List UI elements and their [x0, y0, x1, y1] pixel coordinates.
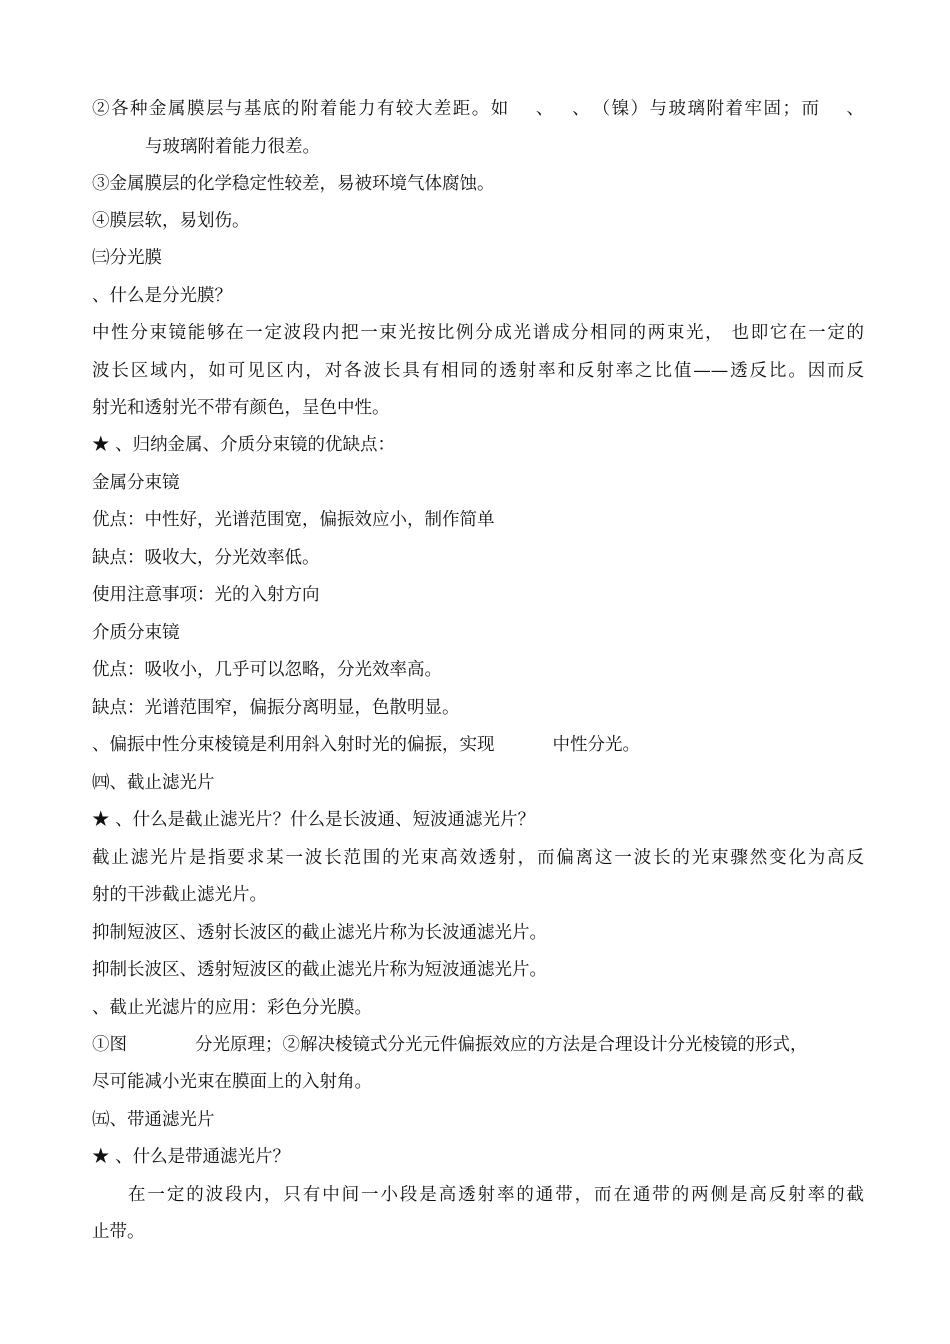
text-segment: ①图 — [92, 1035, 127, 1055]
text-segment: 中性分光。 — [552, 735, 640, 755]
text-line: 缺点：吸收大，分光效率低。 — [92, 548, 320, 568]
text-line: 射光和透射光不带有颜色，呈色中性。 — [92, 398, 390, 418]
text-line: 优点：吸收小，几乎可以忽略，分光效率高。 — [92, 660, 442, 680]
text-line: 与玻璃附着能力很差。 — [145, 137, 320, 157]
text-line: 中性分束镜能够在一定波段内把一束光按比例分成光谱成分相同的两束光， 也即它在一定的 — [92, 323, 864, 343]
text-line: 、截止光滤片的应用：彩色分光膜。 — [92, 998, 372, 1018]
text-segment: 、偏振中性分束棱镜是利用斜入射时光的偏振，实现 — [92, 735, 495, 755]
text-line: ③金属膜层的化学稳定性较差，易被环境气体腐蚀。 — [92, 174, 495, 194]
text-line: ④膜层软，易划伤。 — [92, 211, 250, 231]
question-heading: ★ 、什么是带通滤光片？ — [92, 1147, 291, 1167]
text-line — [92, 1032, 864, 1058]
text-line: 截止滤光片是指要求某一波长范围的光束高效透射，而偏离这一波长的光束骤然变化为高反 — [92, 848, 864, 868]
section-heading: ㈢分光膜 — [92, 248, 162, 268]
text-line: 优点：中性好，光谱范围宽，偏振效应小，制作简单 — [92, 510, 495, 530]
text-line: 波长区域内，如可见区内，对各波长具有相同的透射率和反射率之比值——透反比。因而反 — [92, 361, 864, 381]
question-heading: 、什么是分光膜？ — [92, 286, 232, 306]
text-line: 尽可能减小光束在膜面上的入射角。 — [92, 1072, 372, 1092]
text-segment: 分光原理；②解决棱镜式分光元件偏振效应的方法是合理设计分光棱镜的形式， — [195, 1035, 808, 1055]
text-line: 使用注意事项：光的入射方向 — [92, 585, 320, 605]
section-heading: ㈣、截止滤光片 — [92, 773, 215, 793]
text-line — [92, 732, 864, 758]
text-line: 抑制短波区、透射长波区的截止滤光片称为长波通滤光片。 — [92, 923, 547, 943]
subheading: 介质分束镜 — [92, 623, 180, 643]
subheading: 金属分束镜 — [92, 473, 180, 493]
text-line: 缺点：光谱范围窄，偏振分离明显，色散明显。 — [92, 698, 460, 718]
question-heading: ★ 、归纳金属、介质分束镜的优缺点： — [92, 435, 396, 455]
question-heading: ★ 、什么是截止滤光片？什么是长波通、短波通滤光片？ — [92, 810, 536, 830]
text-line: 止带。 — [92, 1222, 145, 1242]
text-line: ②各种金属膜层与基底的附着能力有较大差距。如 、 、 （镍）与玻璃附着牢固；而 、 — [92, 99, 864, 119]
section-heading: ㈤、带通滤光片 — [92, 1110, 215, 1130]
text-line: 抑制长波区、透射短波区的截止滤光片称为短波通滤光片。 — [92, 960, 547, 980]
text-line: 在一定的波段内，只有中间一小段是高透射率的通带，而在通带的两侧是高反射率的截 — [128, 1185, 864, 1205]
text-line: 射的干涉截止滤光片。 — [92, 885, 267, 905]
